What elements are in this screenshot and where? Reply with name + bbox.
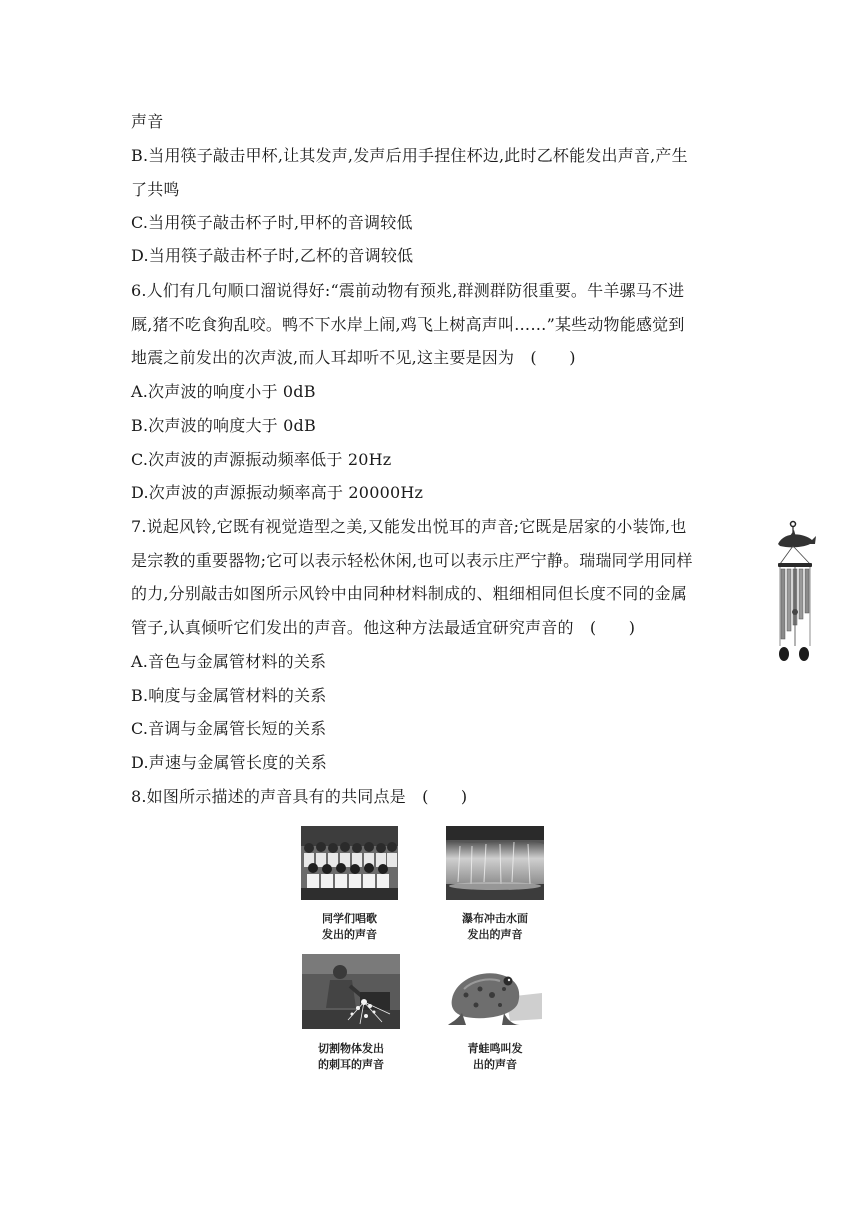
figure-caption: 瀑布冲击水面 发出的声音 — [462, 912, 528, 941]
q6-stem: 地震之前发出的次声波,而人耳却听不见,这主要是因为 ( ) — [131, 348, 576, 367]
figure-caption: 同学们唱歌 发出的声音 — [322, 912, 377, 941]
cutting-metal-photo — [302, 954, 400, 1029]
figure-caption: 青蛙鸣叫发 出的声音 — [467, 1042, 523, 1071]
q6-option-c: C.次声波的声源振动频率低于 20Hz — [131, 450, 392, 469]
q6-option-b: B.次声波的响度大于 0dB — [131, 416, 316, 435]
q7-stem: 的力,分别敲击如图所示风铃中由同种材料制成的、粗细相同但长度不同的金属 — [131, 584, 688, 603]
q7-option-c: C.音调与金属管长短的关系 — [131, 719, 327, 738]
waterfall-photo — [446, 826, 544, 900]
q7-option-d: D.声速与金属管长度的关系 — [131, 753, 327, 772]
frog-photo — [446, 959, 544, 1029]
text-line: 了共鸣 — [131, 180, 180, 199]
wind-chime-icon — [770, 518, 820, 664]
q7-stem: 管子,认真倾听它们发出的声音。他这种方法最适宜研究声音的 ( ) — [131, 618, 636, 637]
students-singing-photo — [301, 826, 398, 900]
q5-option-c: C.当用筷子敲击杯子时,甲杯的音调较低 — [131, 213, 413, 232]
text-line: 声音 — [131, 112, 164, 131]
q7-stem: 7.说起风铃,它既有视觉造型之美,又能发出悦耳的声音;它既是居家的小装饰,也 — [131, 517, 687, 536]
q6-stem: 厩,猪不吃食狗乱咬。鸭不下水岸上闹,鸡飞上树高声叫……”某些动物能感觉到 — [131, 315, 685, 334]
q8-stem: 8.如图所示描述的声音具有的共同点是 ( ) — [131, 787, 468, 806]
q5-option-d: D.当用筷子敲击杯子时,乙杯的音调较低 — [131, 246, 414, 265]
q7-option-b: B.响度与金属管材料的关系 — [131, 686, 327, 705]
q7-stem: 是宗教的重要器物;它可以表示轻松休闲,也可以表示庄严宁静。瑞瑞同学用同样 — [131, 551, 693, 570]
figure-caption: 切割物体发出 的刺耳的声音 — [318, 1042, 384, 1071]
q6-stem: 6.人们有几句顺口溜说得好:“震前动物有预兆,群测群防很重要。牛羊骡马不进 — [131, 281, 685, 300]
q6-option-d: D.次声波的声源振动频率高于 20000Hz — [131, 483, 424, 502]
q6-option-a: A.次声波的响度小于 0dB — [131, 382, 316, 401]
q5-option-b: B.当用筷子敲击甲杯,让其发声,发声后用手捏住杯边,此时乙杯能发出声音,产生 — [131, 146, 688, 165]
q7-option-a: A.音色与金属管材料的关系 — [131, 652, 327, 671]
